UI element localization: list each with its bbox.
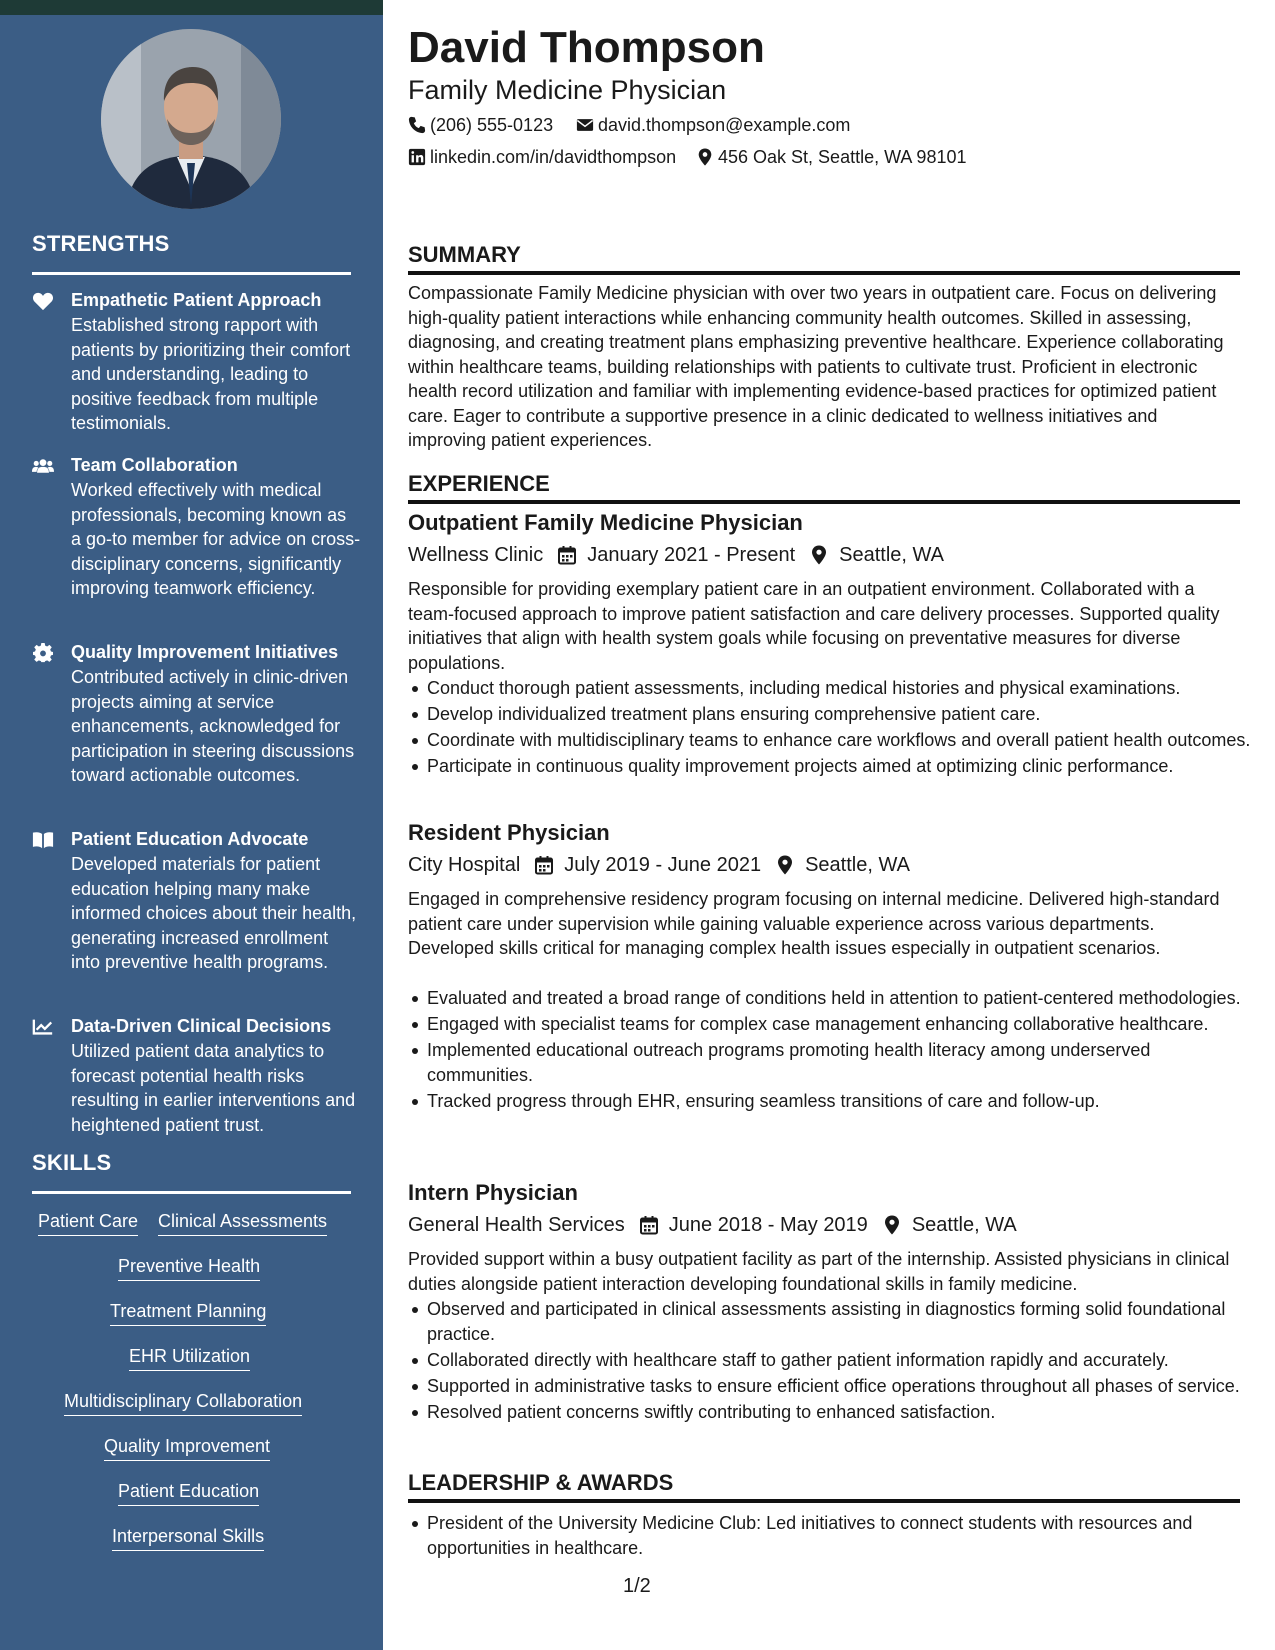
gear-icon: [32, 643, 54, 663]
linkedin-text: linkedin.com/in/davidthompson: [430, 147, 677, 167]
strength-title: Team Collaboration: [71, 455, 238, 475]
experience-rule: [408, 500, 1240, 504]
job-company: City Hospital: [408, 854, 521, 876]
map-pin-icon: [882, 1215, 902, 1235]
strength-item: [32, 453, 361, 623]
job-company: General Health Services: [408, 1214, 625, 1236]
address-contact: [696, 146, 966, 168]
bullet-item: Conduct thorough patient assessments, including medical histories and physical examinations.: [427, 676, 1259, 701]
strength-description: Contributed actively in clinic-driven projects aiming at service enhancements, acknowledged for participation in steering discussions toward actionable outcomes.: [71, 667, 355, 785]
skill-tag: Clinical Assessments: [158, 1210, 327, 1236]
strength-description: Developed materials for patient education helping many make informed choices about their health, generating increased enrollment into preventive health programs.: [71, 854, 357, 972]
skill-tag: Quality Improvement: [104, 1435, 270, 1461]
strength-title: Empathetic Patient Approach: [71, 290, 322, 310]
skill-tag: Patient Care: [38, 1210, 138, 1236]
candidate-title: Family Medicine Physician: [408, 75, 727, 105]
bullet-item: Observed and participated in clinical assessments assisting in diagnostics forming solid foundational practice.: [427, 1297, 1259, 1346]
strength-title: Quality Improvement Initiatives: [71, 642, 339, 662]
top-accent-bar: [0, 0, 383, 15]
job-bullets: [408, 1297, 1259, 1426]
job-location: Seattle, WA: [839, 544, 944, 566]
candidate-name: David Thompson: [408, 23, 765, 72]
bullet-item: Evaluated and treated a broad range of conditions held in attention to patient-centered methodologies.: [427, 986, 1259, 1011]
strength-item: [32, 827, 357, 997]
map-pin-icon: [809, 545, 829, 565]
main-content: [408, 0, 1251, 1650]
email-text: david.thompson@example.com: [598, 115, 851, 135]
skill-tag: Interpersonal Skills: [112, 1525, 264, 1551]
linkedin-icon: [408, 148, 426, 166]
job-title: Outpatient Family Medicine Physician: [408, 510, 803, 535]
skill-tag: Treatment Planning: [110, 1300, 266, 1326]
skill-tag: Preventive Health: [118, 1255, 260, 1281]
job-dates: January 2021 - Present: [587, 544, 796, 566]
linkedin-contact: [408, 146, 676, 168]
sidebar: [0, 15, 383, 1650]
strength-item: [32, 288, 357, 438]
leadership-heading: LEADERSHIP & AWARDS: [408, 1470, 674, 1495]
bullet-item: Participate in continuous quality improvement projects aimed at optimizing clinic performance.: [427, 754, 1259, 779]
bullet-item: Tracked progress through EHR, ensuring seamless transitions of care and follow-up.: [427, 1089, 1259, 1114]
users-icon: [32, 456, 54, 476]
profile-photo: [101, 29, 281, 209]
job-dates: July 2019 - June 2021: [564, 854, 762, 876]
summary-heading: SUMMARY: [408, 242, 521, 267]
strength-description: Utilized patient data analytics to forecast potential health risks resulting in earlier interventions and heightened patient trust.: [71, 1041, 356, 1135]
heart-icon: [32, 291, 54, 311]
bullet-item: Develop individualized treatment plans ensuring comprehensive patient care.: [427, 702, 1259, 727]
job-description: Responsible for providing exemplary patient care in an outpatient environment. Collaborated with a team-focused approach to improve patient satisfaction and care delivery processes. Supported quality initiatives that align with health system goals while focusing on preventative measures for diverse populations.: [408, 579, 1220, 673]
job-title: Resident Physician: [408, 820, 610, 845]
chart-line-icon: [32, 1017, 54, 1037]
bullet-item: Collaborated directly with healthcare staff to gather patient information rapidly and accurately.: [427, 1348, 1259, 1373]
job-company: Wellness Clinic: [408, 544, 544, 566]
map-pin-icon: [775, 855, 795, 875]
map-pin-icon: [696, 148, 714, 166]
summary-rule: [408, 271, 1240, 275]
bullet-item: Implemented educational outreach programs promoting health literacy among underserved communities.: [427, 1038, 1259, 1087]
address-text: 456 Oak St, Seattle, WA 98101: [718, 147, 967, 167]
strength-title: Data-Driven Clinical Decisions: [71, 1016, 332, 1036]
bullet-item: Supported in administrative tasks to ensure efficient office operations throughout all phases of service.: [427, 1374, 1259, 1399]
book-icon: [32, 830, 54, 850]
skill-tag: EHR Utilization: [129, 1345, 250, 1371]
job-meta: [408, 1212, 1017, 1238]
job-bullets: [408, 676, 1259, 780]
strengths-rule: [32, 272, 351, 275]
leadership-rule: [408, 1499, 1240, 1503]
strength-description: Established strong rapport with patients by prioritizing their comfort and understanding, leading to positive feedback from multiple testimonials.: [71, 315, 351, 433]
bullet-item: Engaged with specialist teams for complex case management enhancing collaborative healthcare.: [427, 1012, 1259, 1037]
job-meta: [408, 852, 910, 878]
job-description: Provided support within a busy outpatient facility as part of the internship. Assisted physicians in clinical duties alongside patient interaction developing foundational skills in family medicine.: [408, 1249, 1230, 1294]
experience-heading: EXPERIENCE: [408, 471, 550, 496]
job-dates: June 2018 - May 2019: [668, 1214, 868, 1236]
strength-item: [32, 1014, 357, 1144]
envelope-icon: [576, 116, 594, 134]
profile-photo-graphic: [101, 29, 281, 209]
summary-text: Compassionate Family Medicine physician with over two years in outpatient care. Focus on delivering high-quality patient interactions while enhancing community health outcomes. Skilled in assessing, diagnosing, and creating treatment plans emphasizing preventive healthcare. Experience collaborating within healthcare teams, building relationships with patients to cultivate trust. Proficient in electronic health record utilization and familiar with implementing evidence-based practices for optimized patient care. Eager to contribute a supportive presence in a clinic dedicated to wellness initiatives and improving patient experiences.: [408, 283, 1224, 450]
job-bullets: [408, 986, 1259, 1115]
calendar-icon: [639, 1215, 659, 1235]
job-meta: [408, 542, 944, 568]
strength-description: Worked effectively with medical professionals, becoming known as a go-to member for advice on cross-disciplinary concerns, significantly improving teamwork efficiency.: [71, 480, 361, 598]
calendar-icon: [534, 855, 554, 875]
job-location: Seattle, WA: [911, 1214, 1017, 1236]
skills-rule: [32, 1191, 351, 1194]
skill-tag: Patient Education: [118, 1480, 259, 1506]
skill-tag: Multidisciplinary Collaboration: [64, 1390, 302, 1416]
job-description: Engaged in comprehensive residency program focusing on internal medicine. Delivered high-standard patient care under supervision while gaining valuable experience across various departments. Developed skills critical for managing complex health issues especially in outpatient scenarios.: [408, 889, 1220, 958]
bullet-item: Resolved patient concerns swiftly contributing to enhanced satisfaction.: [427, 1400, 1259, 1425]
strength-item: [32, 640, 357, 810]
email-contact: [576, 114, 850, 136]
strengths-heading: STRENGTHS: [32, 231, 170, 256]
phone-contact: [408, 114, 553, 136]
leadership-bullets: [408, 1511, 1259, 1562]
job-title: Intern Physician: [408, 1180, 578, 1205]
phone-text: (206) 555-0123: [430, 115, 554, 135]
job-location: Seattle, WA: [805, 854, 910, 876]
calendar-icon: [557, 545, 577, 565]
skills-heading: SKILLS: [32, 1150, 112, 1175]
phone-icon: [408, 116, 426, 134]
bullet-item: Coordinate with multidisciplinary teams to enhance care workflows and overall patient health outcomes.: [427, 728, 1259, 753]
strength-title: Patient Education Advocate: [71, 829, 309, 849]
page-number: 1/2: [623, 1575, 651, 1597]
bullet-item: President of the University Medicine Club: Led initiatives to connect students with resources and opportunities in healthcare.: [427, 1511, 1259, 1560]
